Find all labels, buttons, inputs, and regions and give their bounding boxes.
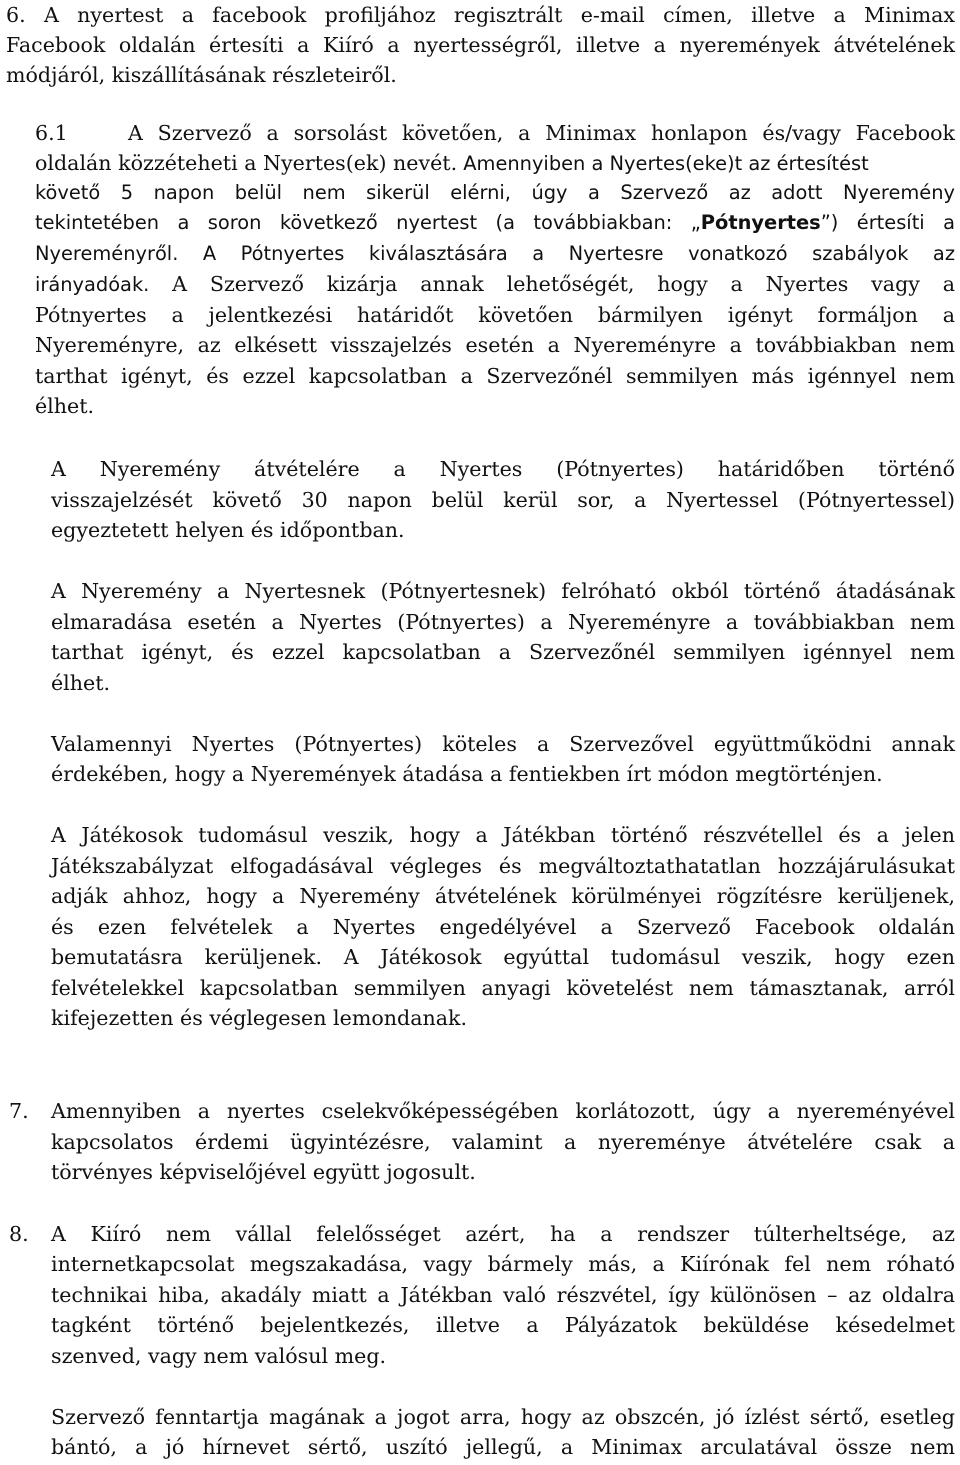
atvetel-line-3: egyeztetett helyen és időpontban.: [51, 518, 405, 542]
section-6-1-line-2-serif: oldalán közzéteheti a Nyertes(ek) nevét.: [35, 151, 458, 175]
elmaradas-line-3: tarthat igényt, és ezzel kapcsolatban a Szervezőnél semmilyen igénnyel nem: [51, 640, 955, 664]
jatekosok-line-7: kifejezetten és véglegesen lemondanak.: [51, 1006, 468, 1030]
section-6-1-line-7: Pótnyertes a jelentkezési határidőt követően bármilyen igényt formáljon a: [35, 303, 955, 327]
jatekosok-line-1: A Játékosok tudomásul veszik, hogy a Játékban történő részvétellel és a jelen: [51, 823, 955, 847]
section-6-1-line-9: tarthat igényt, és ezzel kapcsolatban a Szervezőnél semmilyen más igénnyel nem: [35, 364, 955, 388]
szervezo-line-2: bántó, a jó hírnevet sértő, uszító jellegű, a Minimax arculatával össze nem: [51, 1435, 955, 1459]
section-6-1-line-1: A Szervező a sorsolást követően, a Minimax honlapon és/vagy Facebook: [128, 121, 955, 145]
section-6-1-number: 6.1: [35, 121, 68, 145]
section-6-1-line-8: Nyereményre, az elkésett visszajelzés esetén a Nyereményre a továbbiakban nem: [35, 333, 955, 357]
section-8-line-2: internetkapcsolat megszakadása, vagy bármely más, a Kiírónak fel nem róható: [51, 1252, 955, 1276]
egyuttmukodes-line-1: Valamennyi Nyertes (Pótnyertes) köteles a Szervezővel együttműködni annak: [51, 732, 955, 756]
section-7-line-2: kapcsolatos érdemi ügyintézésre, valamint a nyereménye átvételére csak a: [51, 1130, 955, 1154]
section-6-line-2: Facebook oldalán értesíti a Kiíró a nyertességről, illetve a nyeremények átvételének: [6, 33, 955, 57]
section-8-line-1: A Kiíró nem vállal felelősséget azért, ha a rendszer túlterheltsége, az: [51, 1222, 955, 1246]
section-6-1-line-10: élhet.: [35, 394, 95, 418]
atvetel-line-1: A Nyeremény átvételére a Nyertes (Pótnyertes) határidőben történő: [51, 457, 955, 481]
elmaradas-line-4: élhet.: [51, 671, 111, 695]
jatekosok-line-3: adják ahhoz, hogy a Nyeremény átvételének körülményei rögzítésre kerüljenek,: [51, 884, 955, 908]
section-8-line-4: tagként történő bejelentkezés, illetve a Pályázatok beküldése késedelmet: [51, 1313, 955, 1337]
section-6-1-line-2-sans: Amennyiben a Nyertes(eke)t az értesítést: [457, 152, 869, 175]
section-6-line-3: módjáról, kiszállításának részleteiről.: [6, 63, 397, 87]
section-6-1-line-6-sans: irányadóak.: [35, 273, 150, 296]
section-6-1-line-2: [35, 148, 955, 178]
section-7-number: 7.: [9, 1099, 29, 1123]
atvetel-line-2: visszajelzését követő 30 napon belül kerül sor, a Nyertessel (Pótnyertessel): [51, 488, 955, 512]
section-8-number: 8.: [9, 1222, 29, 1246]
egyuttmukodes-line-2: érdekében, hogy a Nyeremények átadása a fentiekben írt módon megtörténjen.: [51, 762, 883, 786]
section-6-1-line-5: Nyereményről. A Pótnyertes kiválasztására a Nyertesre vonatkozó szabályok az: [35, 242, 955, 265]
jatekosok-line-5: bemutatásra kerüljenek. A Játékosok egyúttal tudomásul veszik, hogy ezen: [51, 945, 955, 969]
section-6-1-line-4-pre: tekintetében a soron következő nyertest (a továbbiakban: „: [35, 211, 701, 234]
szervezo-line-1: Szervező fenntartja magának a jogot arra, hogy az obszcén, jó ízlést sértő, esetleg: [51, 1405, 955, 1429]
jatekosok-line-2: Játékszabályzat elfogadásával végleges és megváltoztathatatlan hozzájárulásukat: [51, 854, 955, 878]
section-6-1-line-6: [35, 269, 955, 299]
section-6-line-1: 6. A nyertest a facebook profiljához regisztrált e-mail címen, illetve a Minimax: [6, 3, 955, 27]
potnyertes-term: Pótnyertes: [700, 211, 821, 234]
section-7-line-3: törvényes képviselőjével együtt jogosult.: [51, 1160, 476, 1184]
section-8-line-5: szenved, vagy nem valósul meg.: [51, 1344, 387, 1368]
elmaradas-line-2: elmaradása esetén a Nyertes (Pótnyertes) a Nyereményre a továbbiakban nem: [51, 610, 955, 634]
section-6-1-line-3: követő 5 napon belül nem sikerül elérni, úgy a Szervező az adott Nyeremény: [35, 181, 955, 204]
section-8-line-3: technikai hiba, akadály miatt a Játékban való részvétel, így különösen – az oldalra: [51, 1283, 955, 1307]
section-6-1-line-6-serif: A Szervező kizárja annak lehetőségét, hogy a Nyertes vagy a: [149, 272, 955, 296]
elmaradas-line-1: A Nyeremény a Nyertesnek (Pótnyertesnek) felróható okból történő átadásának: [51, 579, 955, 603]
section-6-1-line-4: [35, 208, 955, 238]
section-6-1-line-4-post: ”) értesíti a: [820, 211, 955, 234]
jatekosok-line-4: és ezen felvételek a Nyertes engedélyével a Szervező Facebook oldalán: [51, 915, 955, 939]
section-7-line-1: Amennyiben a nyertes cselekvőképességében korlátozott, úgy a nyereményével: [51, 1099, 955, 1123]
jatekosok-line-6: felvételekkel kapcsolatban semmilyen anyagi követelést nem támasztanak, arról: [51, 976, 955, 1000]
